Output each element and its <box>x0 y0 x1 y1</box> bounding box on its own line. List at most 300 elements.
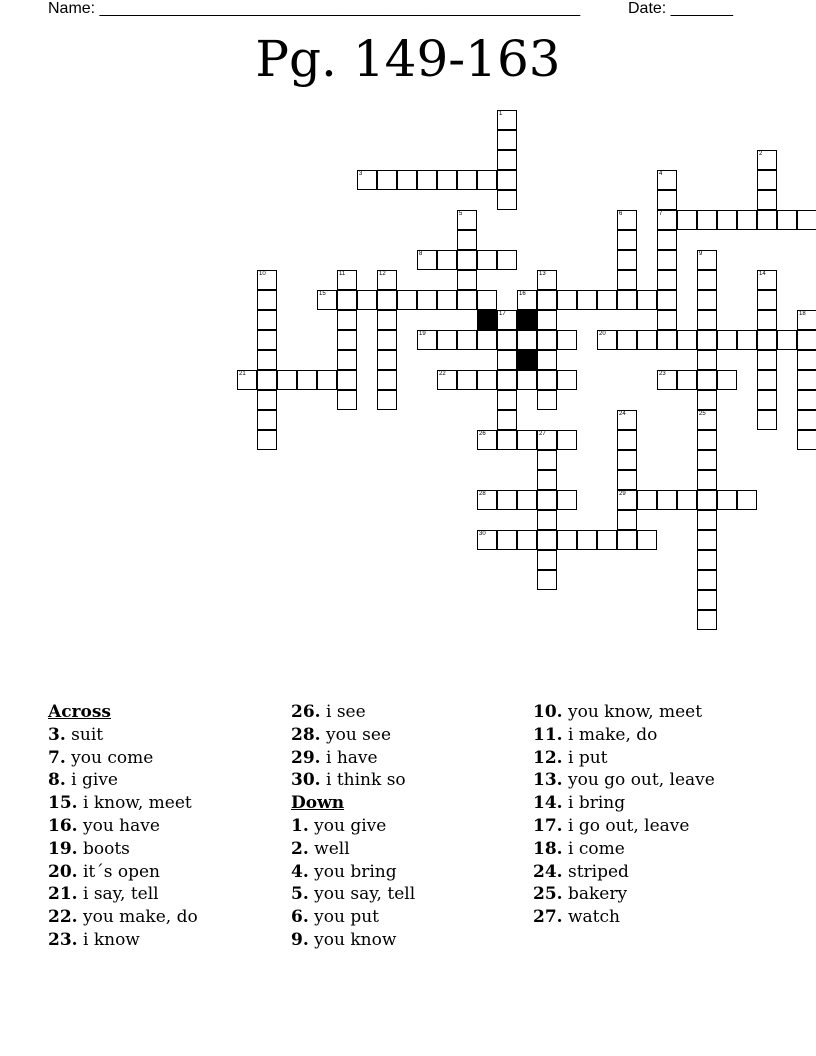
crossword-cell[interactable] <box>597 290 617 310</box>
crossword-cell[interactable] <box>557 290 577 310</box>
crossword-cell[interactable] <box>457 290 477 310</box>
crossword-cell[interactable] <box>377 330 397 350</box>
crossword-cell[interactable] <box>557 490 577 510</box>
crossword-cell[interactable] <box>637 290 657 310</box>
crossword-cell[interactable] <box>337 370 357 390</box>
crossword-cell[interactable] <box>777 330 797 350</box>
clue-text: i know, meet <box>82 793 192 814</box>
clue-item <box>291 929 415 952</box>
crossword-cell[interactable] <box>697 210 717 230</box>
clue-number: 22. <box>48 907 78 928</box>
clue-text: suit <box>71 724 104 745</box>
crossword-cell[interactable] <box>437 250 457 270</box>
crossword-cell[interactable] <box>257 350 277 370</box>
crossword-cell[interactable] <box>477 330 497 350</box>
crossword-cell[interactable] <box>517 330 537 350</box>
crossword-cell[interactable] <box>797 350 816 370</box>
clue-number: 19. <box>48 838 78 859</box>
clue-text: i come <box>567 838 625 859</box>
clue-item <box>533 906 715 929</box>
crossword-cell[interactable] <box>377 290 397 310</box>
crossword-cell[interactable] <box>717 330 737 350</box>
crossword-cell[interactable] <box>397 170 417 190</box>
crossword-cell[interactable] <box>797 210 816 230</box>
crossword-cell[interactable] <box>417 250 437 270</box>
crossword-cell[interactable] <box>477 370 497 390</box>
crossword-cell[interactable] <box>337 390 357 410</box>
clue-item <box>533 861 715 884</box>
crossword-cell[interactable] <box>457 270 477 290</box>
crossword-cell[interactable] <box>257 430 277 450</box>
crossword-cell[interactable] <box>737 490 757 510</box>
clue-number: 14. <box>533 793 563 814</box>
crossword-cell[interactable] <box>497 350 517 370</box>
clue-text: well <box>314 838 350 859</box>
crossword-cell[interactable] <box>697 270 717 290</box>
crossword-cell[interactable] <box>697 510 717 530</box>
crossword-cell[interactable] <box>237 370 257 390</box>
crossword-cell[interactable] <box>757 310 777 330</box>
crossword-cell[interactable] <box>457 370 477 390</box>
crossword-cell[interactable] <box>357 170 377 190</box>
crossword-cell[interactable] <box>617 410 637 430</box>
crossword-cell[interactable] <box>797 430 816 450</box>
crossword-cell[interactable] <box>777 210 797 230</box>
crossword-cell[interactable] <box>517 530 537 550</box>
crossword-cell[interactable] <box>297 370 317 390</box>
crossword-cell[interactable] <box>637 330 657 350</box>
crossword-cell[interactable] <box>537 310 557 330</box>
cell-number: 20 <box>599 331 606 337</box>
clue-number: 9. <box>291 929 309 950</box>
crossword-cell[interactable] <box>497 310 517 330</box>
crossword-cell[interactable] <box>397 290 417 310</box>
crossword-cell[interactable] <box>537 530 557 550</box>
crossword-cell[interactable] <box>537 330 557 350</box>
cell-number: 11 <box>339 271 346 277</box>
clue-text: watch <box>567 907 620 928</box>
clue-number: 6. <box>291 907 309 928</box>
crossword-cell[interactable] <box>517 290 537 310</box>
crossword-cell[interactable] <box>477 290 497 310</box>
crossword-cell[interactable] <box>617 290 637 310</box>
crossword-cell[interactable] <box>537 550 557 570</box>
crossword-cell[interactable] <box>497 250 517 270</box>
cell-number: 16 <box>519 291 526 297</box>
crossword-cell[interactable] <box>457 250 477 270</box>
crossword-cell[interactable] <box>697 370 717 390</box>
crossword-cell[interactable] <box>657 270 677 290</box>
clue-number: 18. <box>533 838 563 859</box>
clue-item <box>291 906 415 929</box>
crossword-cell[interactable] <box>617 450 637 470</box>
crossword-cell[interactable] <box>497 190 517 210</box>
crossword-cell[interactable] <box>537 350 557 370</box>
crossword-cell[interactable] <box>337 290 357 310</box>
crossword-cell[interactable] <box>617 530 637 550</box>
cell-number: 19 <box>419 331 426 337</box>
crossword-cell[interactable] <box>437 170 457 190</box>
clue-number: 26. <box>291 702 321 722</box>
crossword-cell[interactable] <box>617 250 637 270</box>
clue-text: i see <box>325 702 366 722</box>
crossword-cell[interactable] <box>657 310 677 330</box>
crossword-cell[interactable] <box>517 370 537 390</box>
clue-item <box>48 906 198 929</box>
cell-number: 12 <box>379 271 386 277</box>
clue-number: 5. <box>291 884 309 905</box>
crossword-cell[interactable] <box>677 210 697 230</box>
clue-text: you know <box>314 929 397 950</box>
crossword-cell[interactable] <box>697 450 717 470</box>
crossword-cell[interactable] <box>497 170 517 190</box>
crossword-black-cell <box>517 350 537 370</box>
clue-section-header: Across <box>48 702 111 722</box>
clue-number: 28. <box>291 724 321 745</box>
crossword-cell[interactable] <box>477 430 497 450</box>
crossword-cell[interactable] <box>377 390 397 410</box>
crossword-cell[interactable] <box>657 330 677 350</box>
clue-text: you know, meet <box>567 702 703 722</box>
cell-number: 29 <box>619 491 626 497</box>
crossword-cell[interactable] <box>697 590 717 610</box>
crossword-cell[interactable] <box>537 510 557 530</box>
crossword-cell[interactable] <box>717 490 737 510</box>
crossword-cell[interactable] <box>697 530 717 550</box>
crossword-cell[interactable] <box>697 350 717 370</box>
cell-number: 23 <box>659 371 666 377</box>
crossword-cell[interactable] <box>717 370 737 390</box>
clue-item <box>48 747 198 770</box>
crossword-cell[interactable] <box>557 530 577 550</box>
cell-number: 4 <box>659 171 663 177</box>
crossword-cell[interactable] <box>757 170 777 190</box>
crossword-cell[interactable] <box>477 250 497 270</box>
crossword-cell[interactable] <box>277 370 297 390</box>
crossword-cell[interactable] <box>657 190 677 210</box>
crossword-cell[interactable] <box>257 370 277 390</box>
crossword-cell[interactable] <box>697 430 717 450</box>
crossword-cell[interactable] <box>497 370 517 390</box>
crossword-cell[interactable] <box>517 490 537 510</box>
crossword-cell[interactable] <box>617 430 637 450</box>
crossword-cell[interactable] <box>317 290 337 310</box>
crossword-cell[interactable] <box>537 430 557 450</box>
crossword-cell[interactable] <box>377 370 397 390</box>
cell-number: 27 <box>539 431 546 437</box>
crossword-cell[interactable] <box>557 330 577 350</box>
crossword-cell[interactable] <box>537 370 557 390</box>
cell-number: 17 <box>499 311 506 317</box>
crossword-cell[interactable] <box>257 410 277 430</box>
crossword-cell[interactable] <box>697 390 717 410</box>
clue-number: 11. <box>533 724 563 745</box>
crossword-cell[interactable] <box>617 270 637 290</box>
clue-item <box>48 929 198 952</box>
clue-text: striped <box>567 861 629 882</box>
crossword-cell[interactable] <box>257 390 277 410</box>
clue-column-3 <box>533 701 715 929</box>
clue-number: 30. <box>291 770 321 791</box>
clue-number: 25. <box>533 884 563 905</box>
cell-number: 15 <box>319 291 326 297</box>
clue-item <box>291 815 415 838</box>
crossword-cell[interactable] <box>697 330 717 350</box>
crossword-cell[interactable] <box>337 270 357 290</box>
crossword-cell[interactable] <box>477 170 497 190</box>
crossword-cell[interactable] <box>757 150 777 170</box>
crossword-cell[interactable] <box>417 330 437 350</box>
crossword-cell[interactable] <box>337 330 357 350</box>
crossword-cell[interactable] <box>457 170 477 190</box>
cell-number: 7 <box>659 211 663 217</box>
crossword-cell[interactable] <box>377 350 397 370</box>
cell-number: 6 <box>619 211 623 217</box>
clue-item <box>291 701 415 724</box>
clue-item <box>533 883 715 906</box>
crossword-cell[interactable] <box>677 370 697 390</box>
crossword-cell[interactable] <box>257 290 277 310</box>
crossword-cell[interactable] <box>737 210 757 230</box>
clue-number: 23. <box>48 929 78 950</box>
crossword-cell[interactable] <box>717 210 737 230</box>
crossword-cell[interactable] <box>657 170 677 190</box>
clue-item <box>533 838 715 861</box>
crossword-cell[interactable] <box>697 610 717 630</box>
crossword-cell[interactable] <box>617 230 637 250</box>
clue-number: 24. <box>533 861 563 882</box>
clue-item <box>291 838 415 861</box>
crossword-cell[interactable] <box>517 430 537 450</box>
crossword-cell[interactable] <box>697 470 717 490</box>
crossword-cell[interactable] <box>757 190 777 210</box>
clue-number: 29. <box>291 747 321 768</box>
crossword-cell[interactable] <box>657 250 677 270</box>
crossword-cell[interactable] <box>697 290 717 310</box>
crossword-cell[interactable] <box>537 290 557 310</box>
crossword-cell[interactable] <box>697 490 717 510</box>
clue-item <box>533 769 715 792</box>
cell-number: 25 <box>699 411 706 417</box>
clue-section-header: Down <box>291 793 345 814</box>
crossword-cell[interactable] <box>497 530 517 550</box>
clue-text: i go out, leave <box>567 815 690 836</box>
clue-item <box>533 815 715 838</box>
crossword-cell[interactable] <box>677 330 697 350</box>
crossword-cell[interactable] <box>457 330 477 350</box>
clue-item <box>48 815 198 838</box>
crossword-cell[interactable] <box>497 110 517 130</box>
crossword-cell[interactable] <box>537 490 557 510</box>
cell-number: 10 <box>259 271 266 277</box>
crossword-cell[interactable] <box>637 490 657 510</box>
clue-number: 7. <box>48 747 66 768</box>
clue-text: you have <box>82 815 160 836</box>
crossword-cell[interactable] <box>537 570 557 590</box>
crossword-cell[interactable] <box>497 430 517 450</box>
crossword-cell[interactable] <box>577 530 597 550</box>
cell-number: 21 <box>239 371 246 377</box>
crossword-cell[interactable] <box>697 310 717 330</box>
crossword-cell[interactable] <box>637 530 657 550</box>
crossword-cell[interactable] <box>757 390 777 410</box>
crossword-cell[interactable] <box>257 330 277 350</box>
cell-number: 30 <box>479 531 486 537</box>
crossword-cell[interactable] <box>657 210 677 230</box>
crossword-cell[interactable] <box>657 230 677 250</box>
clue-text: it´s open <box>82 861 161 882</box>
crossword-cell[interactable] <box>657 290 677 310</box>
crossword-cell[interactable] <box>537 450 557 470</box>
crossword-cell[interactable] <box>537 270 557 290</box>
clue-text: you see <box>325 724 392 745</box>
crossword-cell[interactable] <box>677 490 697 510</box>
crossword-cell[interactable] <box>317 370 337 390</box>
crossword-cell[interactable] <box>537 390 557 410</box>
crossword-cell[interactable] <box>697 550 717 570</box>
crossword-cell[interactable] <box>797 370 816 390</box>
clue-text: you give <box>314 815 387 836</box>
clue-text: i have <box>325 747 378 768</box>
cell-number: 14 <box>759 271 766 277</box>
crossword-cell[interactable] <box>797 330 816 350</box>
crossword-cell[interactable] <box>617 210 637 230</box>
clue-column-2 <box>291 701 415 952</box>
crossword-cell[interactable] <box>377 170 397 190</box>
clue-text: i make, do <box>567 724 658 745</box>
cell-number: 9 <box>699 251 703 257</box>
clue-item <box>533 792 715 815</box>
crossword-cell[interactable] <box>537 470 557 490</box>
crossword-cell[interactable] <box>357 290 377 310</box>
crossword-cell[interactable] <box>337 350 357 370</box>
crossword-cell[interactable] <box>757 370 777 390</box>
crossword-cell[interactable] <box>337 310 357 330</box>
clue-text: you bring <box>314 861 397 882</box>
crossword-cell[interactable] <box>497 410 517 430</box>
clue-item <box>48 792 198 815</box>
clue-text: i know <box>82 929 140 950</box>
crossword-cell[interactable] <box>697 570 717 590</box>
crossword-cell[interactable] <box>557 430 577 450</box>
clue-text: i bring <box>567 793 626 814</box>
crossword-cell[interactable] <box>497 490 517 510</box>
crossword-cell[interactable] <box>257 310 277 330</box>
clue-column-1 <box>48 701 198 952</box>
crossword-cell[interactable] <box>377 310 397 330</box>
crossword-cell[interactable] <box>797 410 816 430</box>
clue-text: you come <box>71 747 154 768</box>
clue-text: you put <box>314 907 380 928</box>
cell-number: 8 <box>419 251 423 257</box>
crossword-cell[interactable] <box>757 410 777 430</box>
clue-text: i say, tell <box>82 884 159 905</box>
clue-text: you make, do <box>82 907 198 928</box>
crossword-cell[interactable] <box>617 490 637 510</box>
crossword-cell[interactable] <box>597 530 617 550</box>
crossword-cell[interactable] <box>557 370 577 390</box>
clue-number: 10. <box>533 702 563 722</box>
crossword-cell[interactable] <box>437 290 457 310</box>
clue-item <box>533 747 715 770</box>
clue-text: i give <box>71 770 118 791</box>
crossword-cell[interactable] <box>497 390 517 410</box>
crossword-cell[interactable] <box>697 410 717 430</box>
crossword-cell[interactable] <box>497 330 517 350</box>
clue-item <box>533 701 715 724</box>
clue-number: 12. <box>533 747 563 768</box>
cell-number: 1 <box>499 111 503 117</box>
crossword-cell[interactable] <box>377 270 397 290</box>
crossword-cell[interactable] <box>657 490 677 510</box>
crossword-cell[interactable] <box>497 130 517 150</box>
crossword-cell[interactable] <box>417 170 437 190</box>
clue-number: 16. <box>48 815 78 836</box>
clue-number: 27. <box>533 907 563 928</box>
clue-number: 8. <box>48 770 66 791</box>
crossword-cell[interactable] <box>617 510 637 530</box>
crossword-cell[interactable] <box>757 350 777 370</box>
crossword-cell[interactable] <box>757 330 777 350</box>
crossword-cell[interactable] <box>757 290 777 310</box>
clue-number: 20. <box>48 861 78 882</box>
clue-item <box>48 883 198 906</box>
clue-number: 2. <box>291 838 309 859</box>
clue-number: 4. <box>291 861 309 882</box>
crossword-cell[interactable] <box>477 530 497 550</box>
cell-number: 22 <box>439 371 446 377</box>
crossword-cell[interactable] <box>497 150 517 170</box>
crossword-cell[interactable] <box>757 210 777 230</box>
crossword-cell[interactable] <box>657 370 677 390</box>
crossword-cell[interactable] <box>457 230 477 250</box>
crossword-cell[interactable] <box>577 290 597 310</box>
clue-number: 15. <box>48 793 78 814</box>
crossword-cell[interactable] <box>617 330 637 350</box>
crossword-cell[interactable] <box>617 470 637 490</box>
crossword-cell[interactable] <box>757 270 777 290</box>
crossword-cell[interactable] <box>437 370 457 390</box>
clue-item <box>48 838 198 861</box>
name-field[interactable]: Name: ______________________________________________________ <box>48 0 581 17</box>
clue-number: 3. <box>48 724 66 745</box>
crossword-cell[interactable] <box>697 250 717 270</box>
clue-item <box>48 724 198 747</box>
clue-item <box>291 861 415 884</box>
crossword-cell[interactable] <box>417 290 437 310</box>
clue-item <box>291 769 415 792</box>
clue-item <box>48 769 198 792</box>
crossword-cell[interactable] <box>257 270 277 290</box>
clue-item <box>291 724 415 747</box>
page-title: Pg. 149-163 <box>255 30 561 88</box>
crossword-cell[interactable] <box>477 490 497 510</box>
date-field[interactable]: Date: _______ <box>628 0 733 17</box>
cell-number: 3 <box>359 171 363 177</box>
clue-item <box>291 747 415 770</box>
clue-item <box>291 883 415 906</box>
crossword-cell[interactable] <box>797 390 816 410</box>
crossword-cell[interactable] <box>457 210 477 230</box>
crossword-black-cell <box>517 310 537 330</box>
crossword-cell[interactable] <box>797 310 816 330</box>
clue-item <box>48 861 198 884</box>
crossword-cell[interactable] <box>737 330 757 350</box>
crossword-cell[interactable] <box>437 330 457 350</box>
crossword-black-cell <box>477 310 497 330</box>
crossword-cell[interactable] <box>597 330 617 350</box>
cell-number: 26 <box>479 431 486 437</box>
